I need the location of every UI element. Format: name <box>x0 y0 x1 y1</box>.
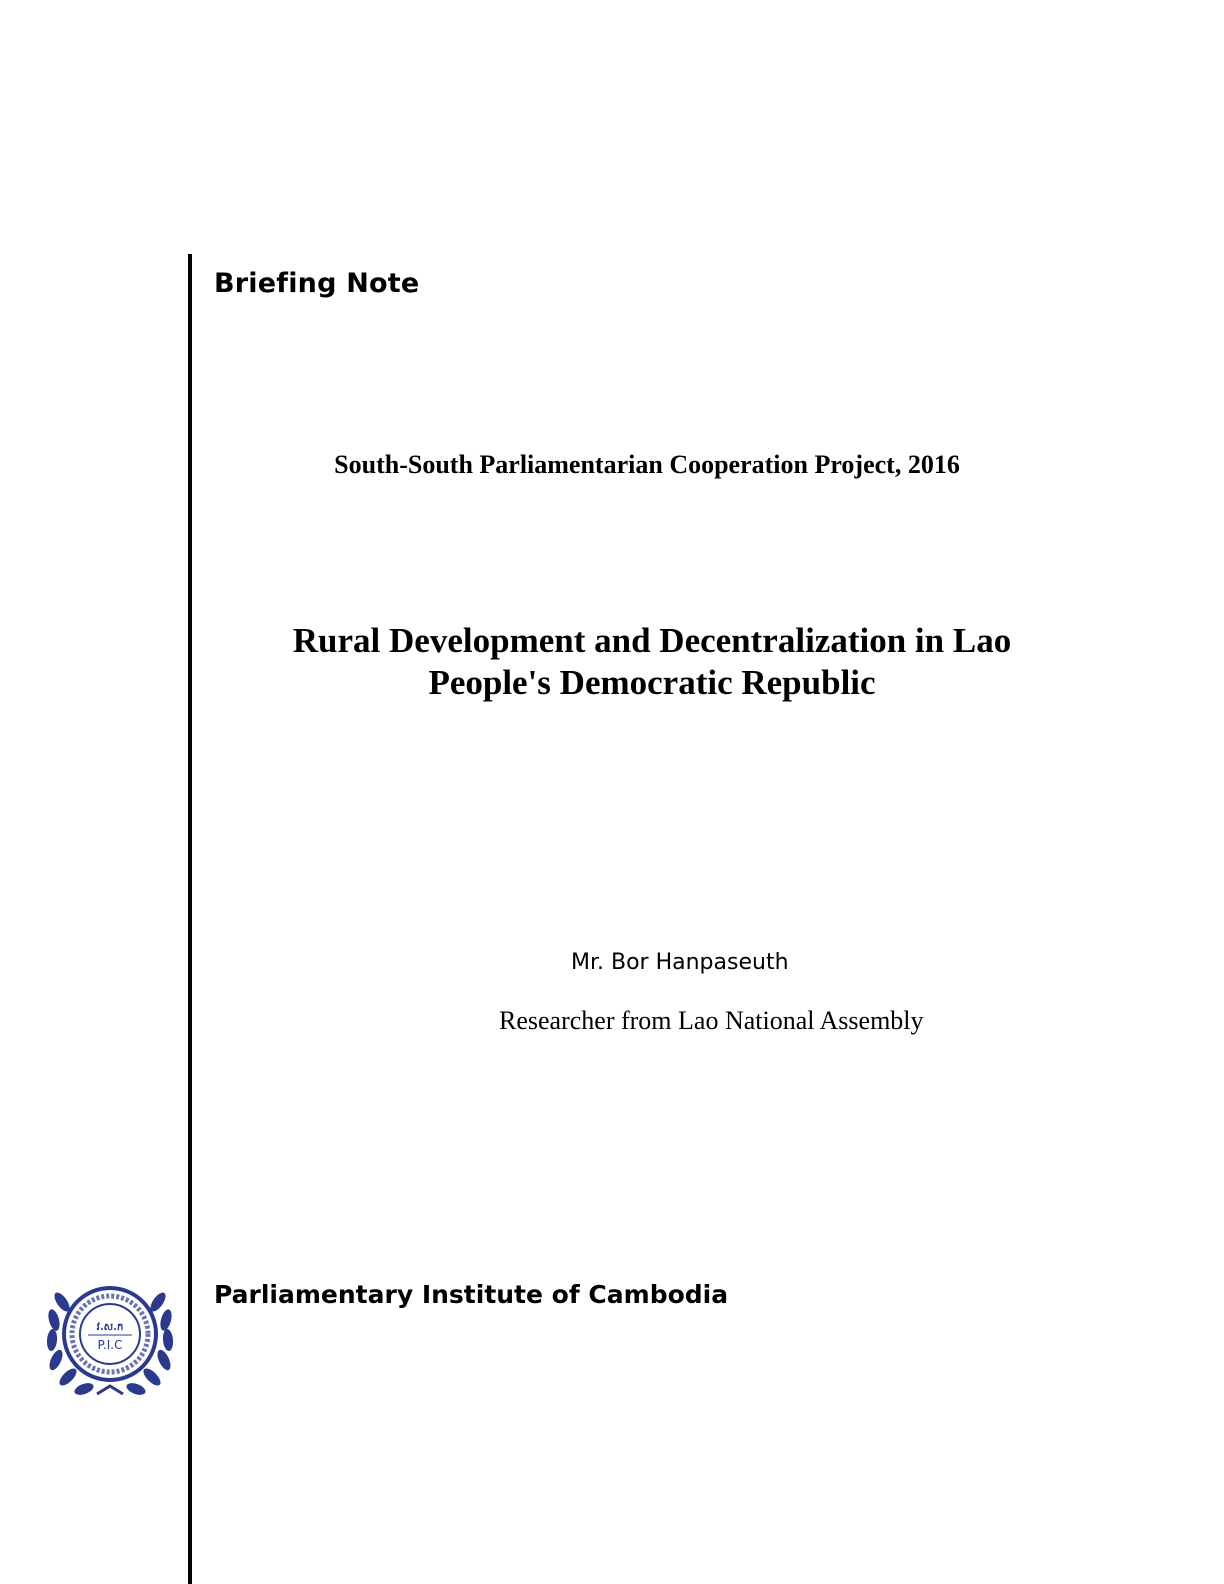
title-line-1: Rural Development and Decentralization in Lao <box>292 621 1012 660</box>
author-name: Mr. Bor Hanpaseuth <box>571 950 789 975</box>
title-line-2: People's Democratic Republic <box>428 663 876 702</box>
project-name: South-South Parliamentarian Cooperation Project, 2016 <box>334 450 960 479</box>
pic-emblem-icon <box>42 1272 178 1402</box>
institute-name: Parliamentary Institute of Cambodia <box>214 1280 729 1309</box>
document-title <box>192 620 1112 704</box>
logo-abbreviation: P.I.C <box>97 1338 123 1352</box>
document-type-label: Briefing Note <box>214 268 420 299</box>
author-affiliation: Researcher from Lao National Assembly <box>499 1006 924 1035</box>
logo-abbreviation-khmer: វ.ស.ក <box>96 1322 124 1333</box>
